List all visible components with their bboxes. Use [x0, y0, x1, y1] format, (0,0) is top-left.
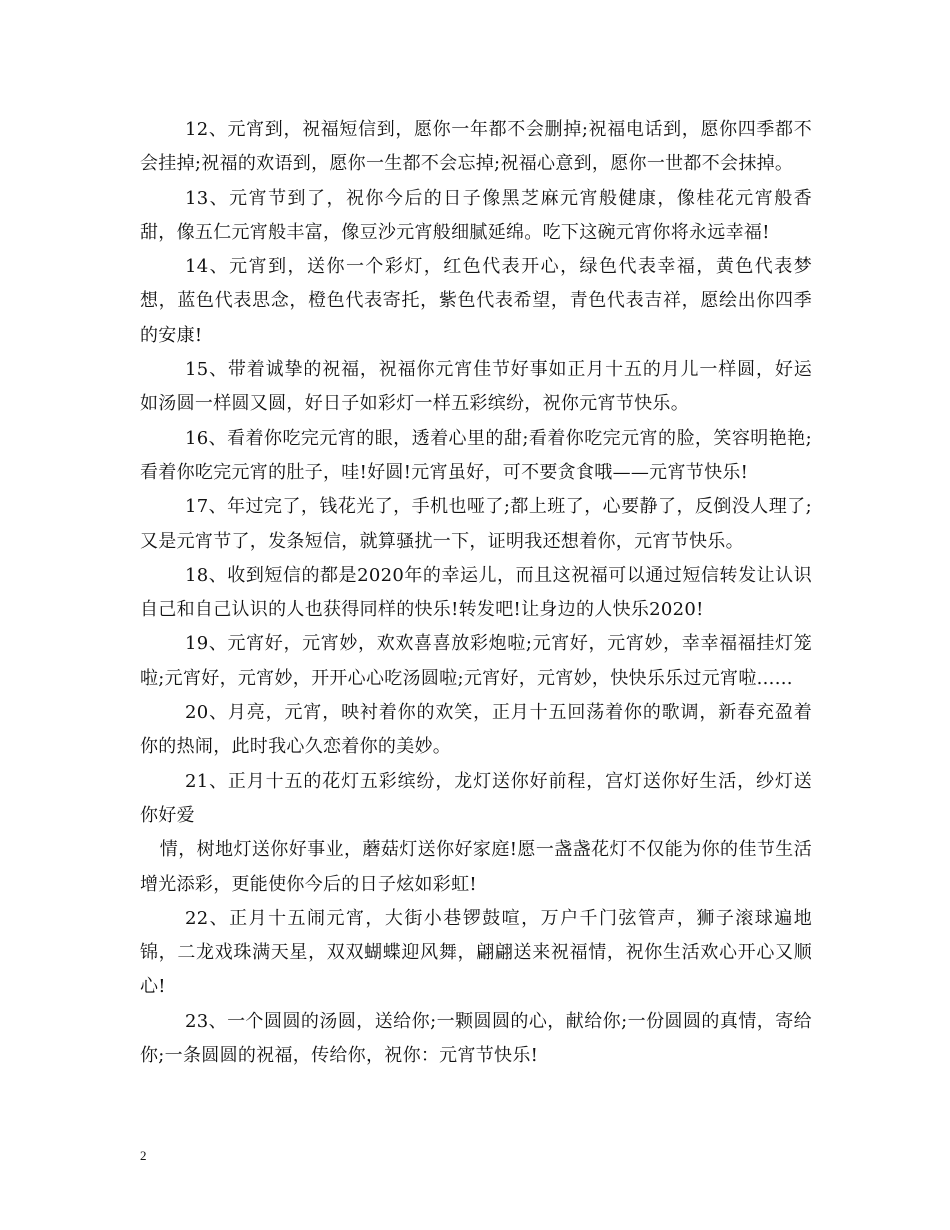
- paragraph-22: 22、正月十五闹元宵，大街小巷锣鼓喧，万户千门弦管声，狮子滚球遍地锦，二龙戏珠满天星，双双蝴蝶迎风舞，翩翩送来祝福情，祝你生活欢心开心又顺心!: [140, 907, 812, 998]
- paragraph-18: 18、收到短信的都是2020年的幸运儿，而且这祝福可以通过短信转发让认识自己和自己认识的人也获得同样的快乐!转发吧!让身边的人快乐2020!: [140, 564, 812, 621]
- paragraph-20: 20、月亮，元宵，映衬着你的欢笑，正月十五回荡着你的歌调，新春充盈着你的热闹，此时我心久恋着你的美妙。: [140, 702, 812, 758]
- paragraph-14: 14、元宵到，送你一个彩灯，红色代表开心，绿色代表幸福，黄色代表梦想，蓝色代表思念，橙色代表寄托，紫色代表希望，青色代表吉祥，愿绘出你四季的安康!: [140, 256, 812, 346]
- paragraph-15: 15、带着诚挚的祝福，祝福你元宵佳节好事如正月十五的月儿一样圆，好运如汤圆一样圆又圆，好日子如彩灯一样五彩缤纷，祝你元宵节快乐。: [140, 359, 812, 415]
- paragraph-19: 19、元宵好，元宵妙，欢欢喜喜放彩炮啦;元宵好，元宵妙，幸幸福福挂灯笼啦;元宵好，元宵妙，开开心心吃汤圆啦;元宵好，元宵妙，快快乐乐过元宵啦......: [140, 633, 812, 689]
- page-number: 2: [140, 1148, 147, 1163]
- paragraph-23: 23、一个圆圆的汤圆，送给你;一颗圆圆的心，献给你;一份圆圆的真情，寄给你;一条圆圆的祝福，传给你，祝你：元宵节快乐!: [140, 1010, 812, 1067]
- paragraph-21-continued: 情，树地灯送你好事业，蘑菇灯送你好家庭!愿一盏盏花灯不仅能为你的佳节生活增光添彩，更能使你今后的日子炫如彩虹!: [140, 839, 812, 895]
- paragraph-12: 12、元宵到，祝福短信到，愿你一年都不会删掉;祝福电话到，愿你四季都不会挂掉;祝福的欢语到，愿你一生都不会忘掉;祝福心意到，愿你一世都不会抹掉。: [140, 119, 812, 175]
- body-text: [140, 113, 812, 1073]
- paragraph-21: 21、正月十五的花灯五彩缤纷，龙灯送你好前程，宫灯送你好生活，纱灯送你好爱: [140, 770, 812, 826]
- paragraph-17: 17、年过完了，钱花光了，手机也哑了;都上班了，心要静了，反倒没人理了;又是元宵节了，发条短信，就算骚扰一下，证明我还想着你，元宵节快乐。: [140, 496, 812, 552]
- paragraph-16: 16、看着你吃完元宵的眼，透着心里的甜;看着你吃完元宵的脸，笑容明艳艳;看着你吃完元宵的肚子，哇!好圆!元宵虽好，可不要贪食哦——元宵节快乐!: [140, 427, 812, 483]
- paragraph-13: 13、元宵节到了，祝你今后的日子像黑芝麻元宵般健康，像桂花元宵般香甜，像五仁元宵般丰富，像豆沙元宵般细腻延绵。吃下这碗元宵你将永远幸福!: [140, 187, 812, 243]
